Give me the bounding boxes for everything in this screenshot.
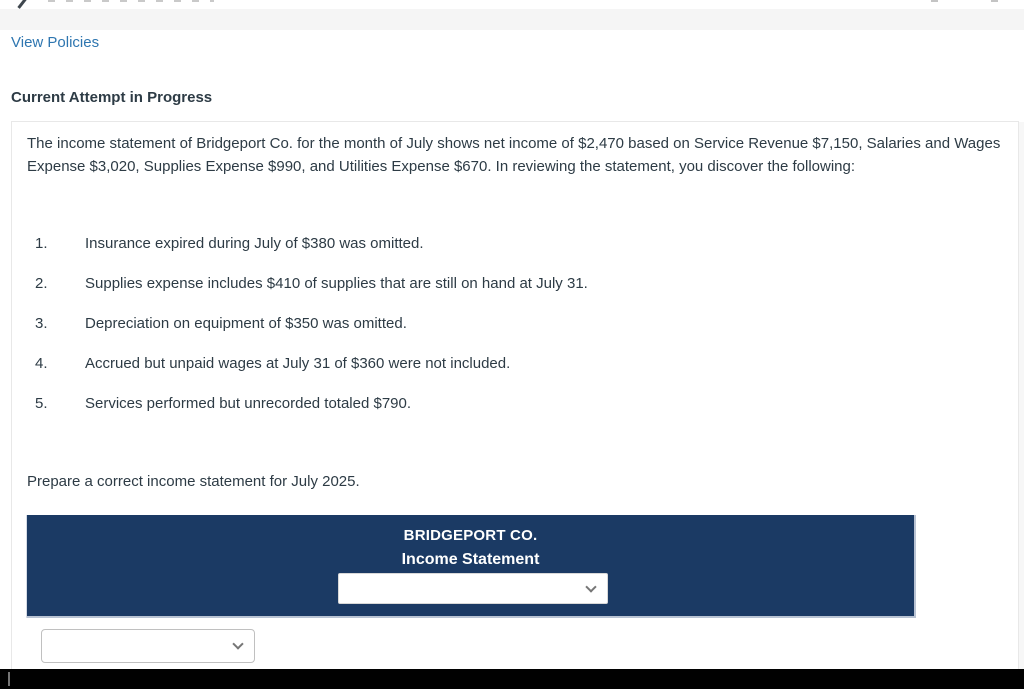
statement-title: Income Statement (401, 551, 540, 568)
list-item-number: 3. (35, 315, 48, 332)
bottom-bar (0, 669, 1024, 689)
list-item (35, 354, 975, 374)
list-item-text: Accrued but unpaid wages at July 31 of $360 were not included. (85, 355, 511, 372)
list-item (35, 314, 975, 334)
list-item-number: 4. (35, 355, 48, 372)
task-instruction: Prepare a correct income statement for July 2025. (27, 473, 360, 490)
list-item-number: 2. (35, 275, 48, 292)
period-select-wrap (338, 573, 608, 604)
line-item-select[interactable] (41, 629, 255, 663)
clipped-header-fragment (991, 0, 998, 2)
list-item-number: 5. (35, 395, 48, 412)
list-item-number: 1. (35, 235, 48, 252)
list-item-text: Services performed but unrecorded totaled $790. (85, 395, 412, 412)
clipped-header-fragment (17, 0, 28, 9)
line-item-select-wrap (41, 629, 255, 663)
problem-statement: The income statement of Bridgeport Co. for the month of July shows net income of $2,470 based on Service Revenue $7,150, Salaries and Wages Expense $3,020, Supplies Expense $990, and Utilities Expense $670. In reviewing the statement, you discover the following: (27, 135, 1001, 175)
view-policies-link[interactable]: View Policies (11, 34, 100, 51)
clipped-header-fragment (48, 0, 214, 2)
income-statement-header (27, 515, 916, 618)
period-select[interactable] (338, 573, 608, 604)
list-item-text: Insurance expired during July of $380 was omitted. (85, 235, 424, 252)
company-name: BRIDGEPORT CO. (403, 527, 538, 544)
section-title: Current Attempt in Progress (11, 89, 213, 106)
list-item-text: Depreciation on equipment of $350 was omitted. (85, 315, 407, 332)
list-item-text: Supplies expense includes $410 of supplies that are still on hand at July 31. (85, 275, 588, 292)
text-caret (8, 672, 10, 686)
list-item (35, 394, 975, 414)
list-item (35, 274, 975, 294)
list-item (35, 234, 975, 254)
clipped-header-fragment (931, 0, 938, 2)
scrollbar-track[interactable] (1019, 122, 1024, 669)
toolbar-band (0, 9, 1024, 30)
